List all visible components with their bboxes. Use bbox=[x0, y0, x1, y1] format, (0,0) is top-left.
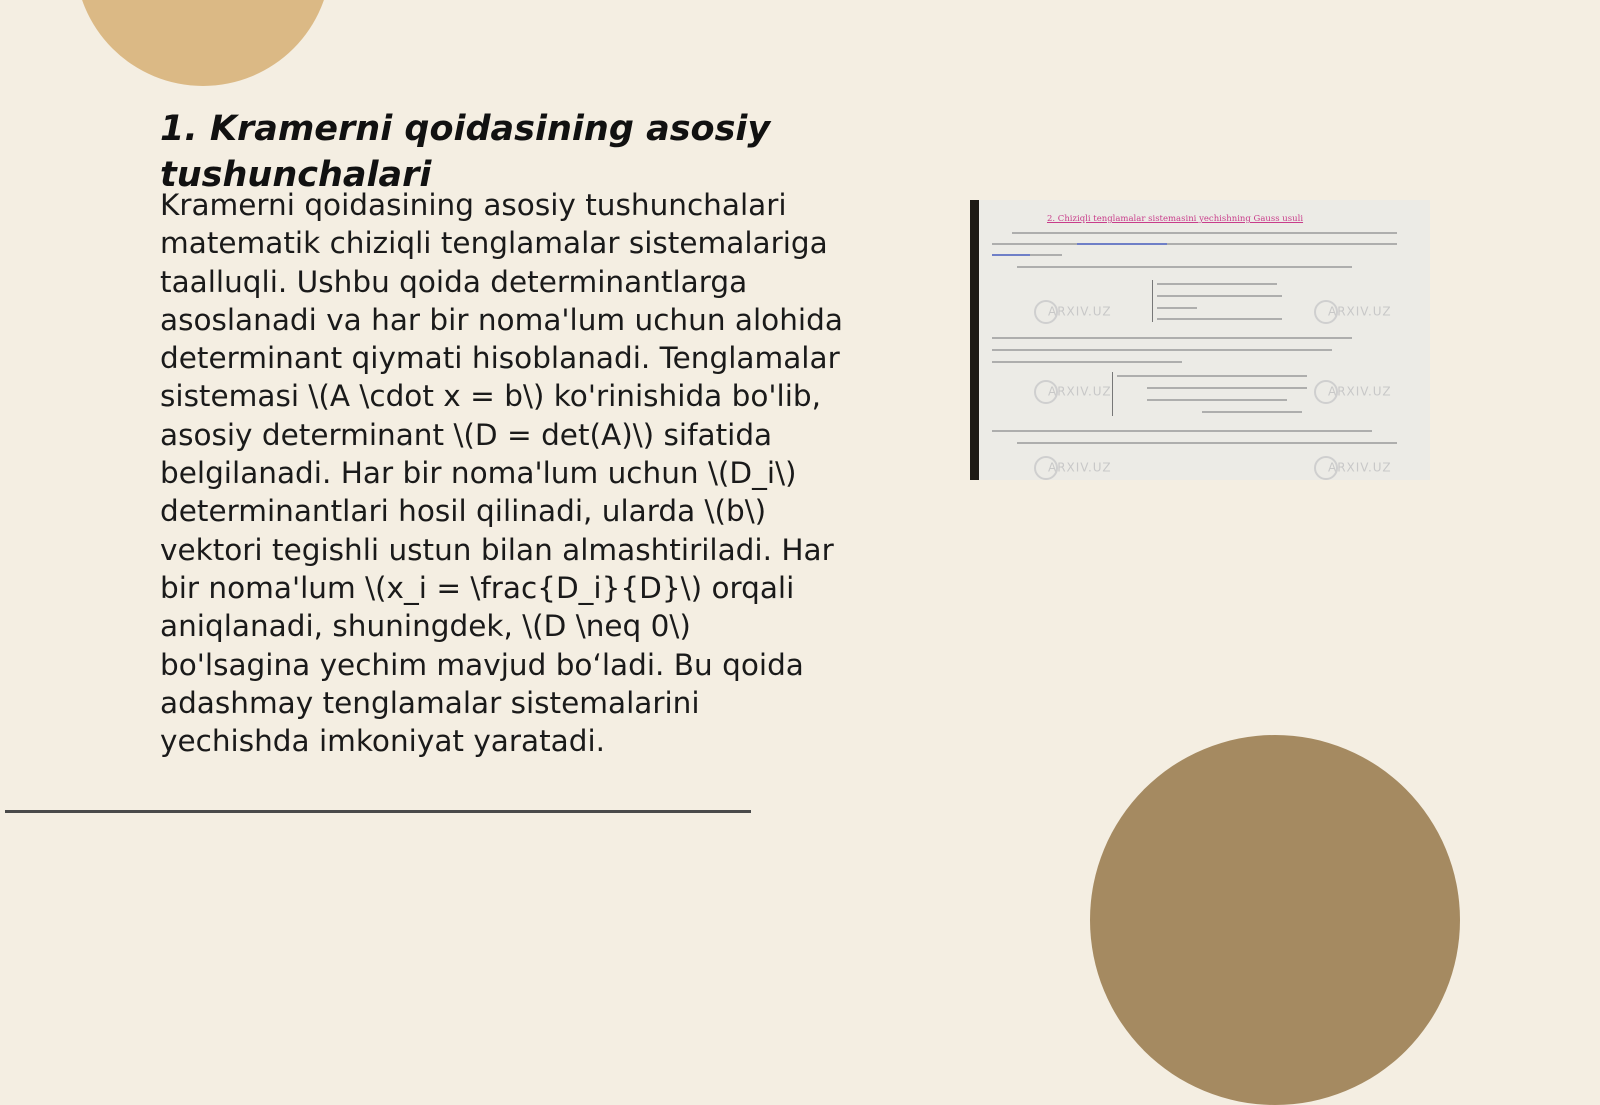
decorative-circle-bottom bbox=[1090, 735, 1460, 1105]
watermark: ARXIV.UZ bbox=[1314, 456, 1392, 480]
document-heading: 2. Chiziqli tenglamalar sistemasini yechishning Gauss usuli bbox=[1047, 214, 1304, 224]
watermark: ARXIV.UZ bbox=[1034, 456, 1112, 480]
document-image-side-bar bbox=[970, 200, 979, 480]
watermark: ARXIV.UZ bbox=[1034, 300, 1112, 324]
watermark: ARXIV.UZ bbox=[1314, 380, 1392, 404]
bottom-divider bbox=[5, 810, 751, 813]
slide-title: 1. Kramerni qoidasining asosiy tushunchalari bbox=[160, 109, 771, 195]
watermark: ARXIV.UZ bbox=[1314, 300, 1392, 324]
slide-body-text: Kramerni qoidasining asosiy tushunchalari matematik chiziqli tenglamalar sistemalariga taalluqli. Ushbu qoida determinantlarga asoslanadi va har bir noma'lum uchun alohida determinant qiymati hisoblanadi. Tenglamalar sistemasi \(A \cdot x = b\) ko'rinishida bo'lib, asosiy determinant \(D = det(A)\) sifatida belgilanadi. Har bir noma'lum uchun \(D_i\) determinantlari hosil qilinadi, ularda \(b\) vektori tegishli ustun bilan almashtiriladi. Har bir noma'lum \(x_i = \frac{D_i}{D}\) orqali aniqlanadi, shuningdek, \(D \neq 0\) bo'lsagina yechim mavjud bo‘ladi. Bu qoida adashmay tenglamalar sistemalarini yechishda imkoniyat yaratadi. bbox=[160, 188, 843, 759]
document-page bbox=[992, 210, 1402, 475]
decorative-circle-top bbox=[75, 0, 331, 86]
watermark: ARXIV.UZ bbox=[1034, 380, 1112, 404]
document-image bbox=[970, 200, 1430, 480]
